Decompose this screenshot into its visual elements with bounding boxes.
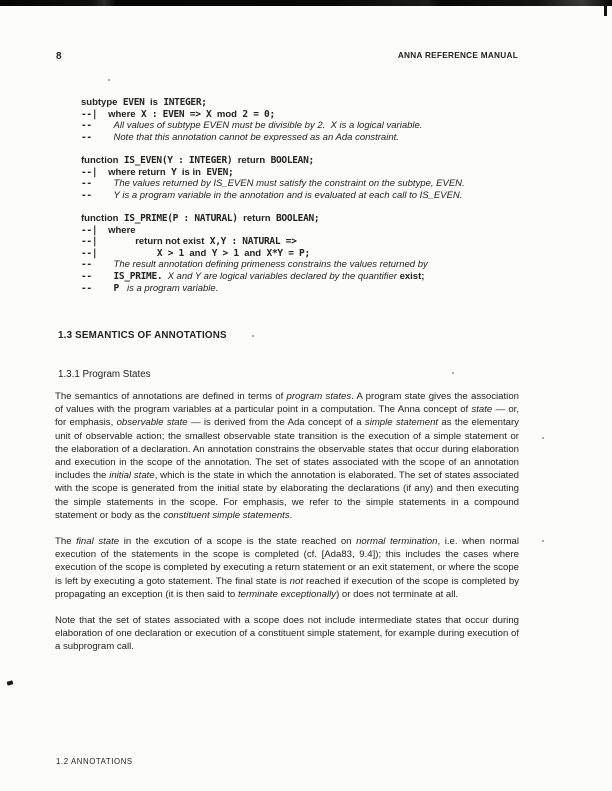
text-run: . A program state gives the association of values with the program variables at a particular point in a computation. The Anna concept of xyxy=(55,391,519,416)
code-segment: The result annotation defining primeness constrains the values returned by xyxy=(113,259,428,271)
code-segment: EVEN xyxy=(117,97,150,108)
scan-edge-bar xyxy=(0,0,612,6)
text-run: reached if execution of the scope is completed by propagating an exception (it is then said to xyxy=(55,575,519,600)
emphasized-text: state xyxy=(471,404,493,416)
code-segment: return not exist xyxy=(135,236,205,248)
code-segment: --| X > 1 xyxy=(81,247,190,259)
code-segment: IS_EVEN(Y : INTEGER) xyxy=(118,154,238,166)
code-segment: -- xyxy=(81,189,114,201)
code-segment: --| xyxy=(81,236,136,248)
body-paragraphs xyxy=(55,390,519,667)
page-number: 8 xyxy=(56,51,62,62)
code-segment: X,Y : NATURAL => xyxy=(204,236,297,248)
code-segment: -- xyxy=(81,131,114,143)
code-segment: function xyxy=(81,154,119,166)
code-segment: function xyxy=(81,212,119,224)
text-run: as the elementary unit of observable action; the smallest observable state transition is the execution of a simple statement or the elaboration of a declaration. An annotation constrains the observable states that occur during elaboration and execution in the scope of the annotation. The set of states associated with the scope of an annotation includes the xyxy=(55,417,519,482)
code-segment: BOOLEAN; xyxy=(265,154,314,166)
emphasized-text: simple statement xyxy=(364,417,439,429)
code-segment: -- xyxy=(81,120,114,132)
code-line xyxy=(81,236,465,248)
running-footer: 1.2 ANNOTATIONS xyxy=(56,757,133,766)
code-segment: Y is a program variable in the annotation and is evaluated at each call to IS_EVEN. xyxy=(113,189,463,201)
text-run: The xyxy=(55,536,77,548)
code-segment: and xyxy=(189,247,207,259)
code-segment: is xyxy=(149,97,158,108)
code-segment: X*Y = P; xyxy=(261,247,310,259)
code-segment: X : EVEN => X xyxy=(135,108,217,120)
code-segment: -- xyxy=(81,259,114,271)
code-segment: is in xyxy=(181,166,201,178)
code-segment: where xyxy=(108,224,136,236)
code-block xyxy=(81,97,465,294)
code-line xyxy=(81,167,465,179)
code-segment: Y > 1 xyxy=(206,247,245,259)
code-segment: where xyxy=(108,108,136,120)
code-line xyxy=(81,248,465,260)
code-segment: Y xyxy=(165,166,182,178)
paragraph xyxy=(55,390,519,522)
running-header: ANNA REFERENCE MANUAL xyxy=(397,51,518,60)
text-run: The semantics of annotations are defined in terms of xyxy=(55,391,287,402)
scan-speck-artifact xyxy=(7,680,14,685)
code-segment: INTEGER; xyxy=(157,97,207,108)
code-segment: and xyxy=(244,247,262,259)
emphasized-text: terminate exceptionally xyxy=(237,588,337,600)
code-line xyxy=(81,201,465,213)
code-segment: exist; xyxy=(399,270,425,282)
scan-speck xyxy=(252,335,254,337)
text-run: — is derived from the Ada concept of a xyxy=(187,417,365,429)
code-line xyxy=(81,225,465,237)
code-segment: is a program variable. xyxy=(124,282,219,294)
emphasized-text: not xyxy=(289,575,303,587)
scan-speck xyxy=(108,79,110,81)
code-segment: Note that this annotation cannot be expressed as an Ada constraint. xyxy=(113,131,399,143)
emphasized-text: initial state xyxy=(109,470,155,482)
text-run: . xyxy=(289,509,293,521)
code-segment: The values returned by IS_EVEN must satisfy the constraint on the subtype, EVEN. xyxy=(113,178,465,190)
code-line xyxy=(81,213,465,225)
code-line xyxy=(81,259,465,271)
code-segment: BOOLEAN; xyxy=(270,212,320,224)
text-run: Note that the set of states associated with a scope does not include intermediate states that occur during elaboration of one declaration or execution of a constituent simple statement, for example during execution of a subprogram call. xyxy=(55,615,519,653)
code-line xyxy=(81,120,465,132)
scan-speck xyxy=(542,540,544,542)
code-line xyxy=(81,178,465,190)
text-run: ) or does not terminate at all. xyxy=(336,588,459,600)
code-line xyxy=(81,190,465,202)
section-heading: 1.3 SEMANTICS OF ANNOTATIONS xyxy=(58,330,227,341)
code-segment: --| xyxy=(81,108,109,120)
text-run: , i.e. when normal execution of the statements in the scope is completed (cf. [Ada83, 9.4]); this includes the cases where execution of the scope is completed by executing a return statement or an exit statement, or where the scope is left by executing a goto statement. The final state is xyxy=(55,536,519,587)
code-line xyxy=(81,155,465,167)
emphasized-text: observable state xyxy=(116,417,188,429)
text-run: , which is the state in which the annotation is elaborated. The set of states associated with the scope is generated from the initial state by elaborating the declarations (if any) and then executing the simple statements in the scope. For emphasis, we refer to the simple statements in a compound statement or body as the xyxy=(55,470,520,521)
code-segment: return xyxy=(237,154,266,166)
code-segment: -- xyxy=(81,178,114,190)
code-segment: -- IS_PRIME. xyxy=(81,270,163,282)
emphasized-text: final state xyxy=(76,536,120,548)
code-segment: --| xyxy=(81,224,109,236)
code-line xyxy=(81,143,465,155)
text-run: in the excution of a scope is the state reached on xyxy=(119,536,357,548)
code-segment: EVEN; xyxy=(200,166,234,178)
code-line xyxy=(81,283,465,295)
code-line xyxy=(81,97,465,109)
subsection-heading: 1.3.1 Program States xyxy=(58,369,151,380)
code-segment: 2 = 0; xyxy=(236,108,275,120)
code-line xyxy=(81,271,465,283)
code-segment: --| xyxy=(81,166,109,178)
code-segment: subtype xyxy=(81,97,118,108)
emphasized-text: normal termination xyxy=(356,536,438,548)
text-run: — or, for emphasis, xyxy=(55,404,519,429)
code-segment: All values of subtype EVEN must be divisible by 2. X is a logical variable. xyxy=(113,120,423,132)
scan-speck xyxy=(542,437,544,439)
emphasized-text: constituent simple statements xyxy=(163,509,290,521)
code-segment: return xyxy=(243,212,271,224)
code-segment: X and Y are logical variables declared by the quantifier xyxy=(162,270,400,282)
code-segment: mod xyxy=(216,108,237,120)
scan-tick-artifact xyxy=(604,5,607,16)
paragraph xyxy=(55,535,519,601)
code-segment: -- P xyxy=(81,282,125,294)
scan-speck xyxy=(452,372,454,374)
code-segment: where return xyxy=(108,166,166,178)
emphasized-text: program states xyxy=(286,391,352,402)
code-line xyxy=(81,109,465,121)
paragraph xyxy=(55,614,519,654)
code-line xyxy=(81,132,465,144)
code-segment: IS_PRIME(P : NATURAL) xyxy=(118,212,244,224)
